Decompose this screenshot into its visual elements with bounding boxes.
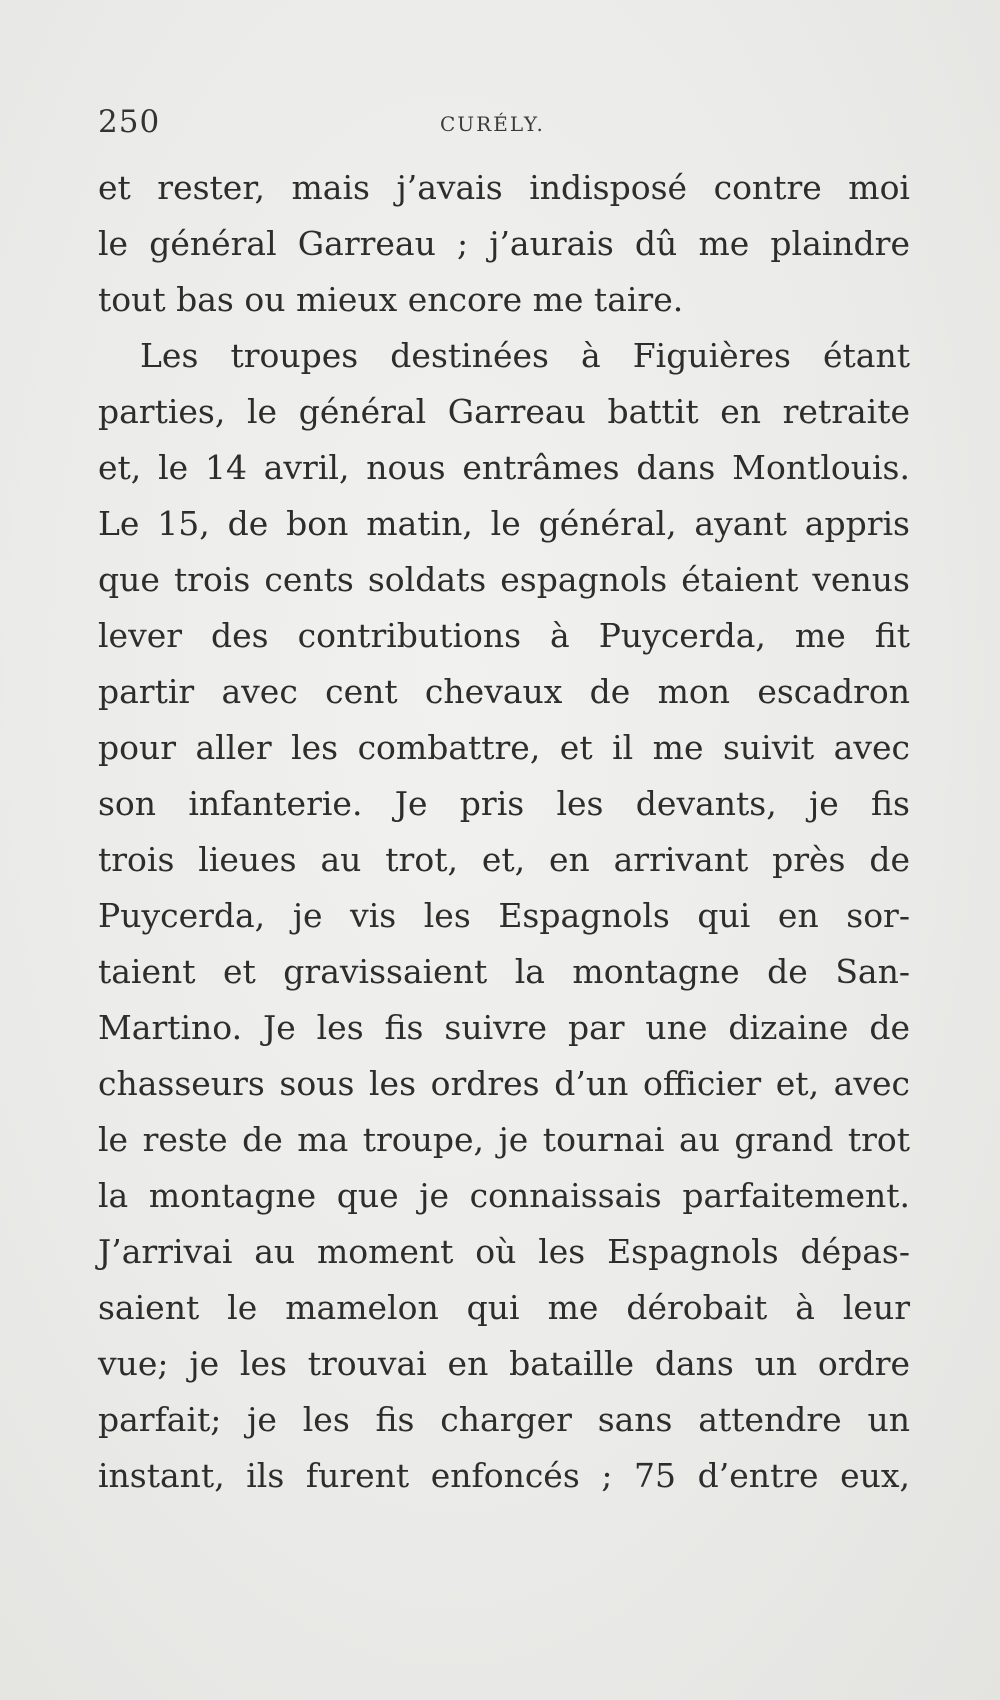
page-header <box>98 104 910 144</box>
text-line: parfait; je les fis charger sans attendre un <box>98 1400 910 1439</box>
text-line: instant, ils furent enfoncés ; 75 d’entre eux, <box>98 1456 910 1495</box>
text-line: Le 15, de bon matin, le général, ayant appris <box>98 504 910 543</box>
text-line: Les troupes destinées à Figuières étant <box>140 336 910 375</box>
text-line: saient le mamelon qui me dérobait à leur <box>98 1288 910 1327</box>
text-line: Martino. Je les fis suivre par une dizaine de <box>98 1008 910 1047</box>
text-line: trois lieues au trot, et, en arrivant près de <box>98 840 910 879</box>
text-line: et, le 14 avril, nous entrâmes dans Montlouis. <box>98 448 910 487</box>
text-line: pour aller les combattre, et il me suivit avec <box>98 728 910 767</box>
text-line: que trois cents soldats espagnols étaient venus <box>98 560 910 599</box>
text-line: chasseurs sous les ordres d’un officier et, avec <box>98 1064 910 1103</box>
text-line: et rester, mais j’avais indisposé contre moi <box>98 168 910 207</box>
text-line: la montagne que je connaissais parfaitement. <box>98 1176 910 1215</box>
text-line: parties, le général Garreau battit en retraite <box>98 392 910 431</box>
text-line: son infanterie. Je pris les devants, je fis <box>98 784 910 823</box>
text-line: partir avec cent chevaux de mon escadron <box>98 672 910 711</box>
text-line: le reste de ma troupe, je tournai au grand trot <box>98 1120 910 1159</box>
text-line: vue; je les trouvai en bataille dans un ordre <box>98 1344 910 1383</box>
body-text <box>98 160 910 1504</box>
text-line: tout bas ou mieux encore me taire. <box>98 280 684 319</box>
text-line: le général Garreau ; j’aurais dû me plaindre <box>98 224 910 263</box>
text-line: J’arrivai au moment où les Espagnols dépas- <box>98 1232 910 1271</box>
page-number: 250 <box>98 104 161 140</box>
text-line: taient et gravissaient la montagne de San- <box>98 952 910 991</box>
text-line: Puycerda, je vis les Espagnols qui en sor- <box>98 896 910 935</box>
running-head: CURÉLY. <box>440 112 545 136</box>
text-line: lever des contributions à Puycerda, me fit <box>98 616 910 655</box>
